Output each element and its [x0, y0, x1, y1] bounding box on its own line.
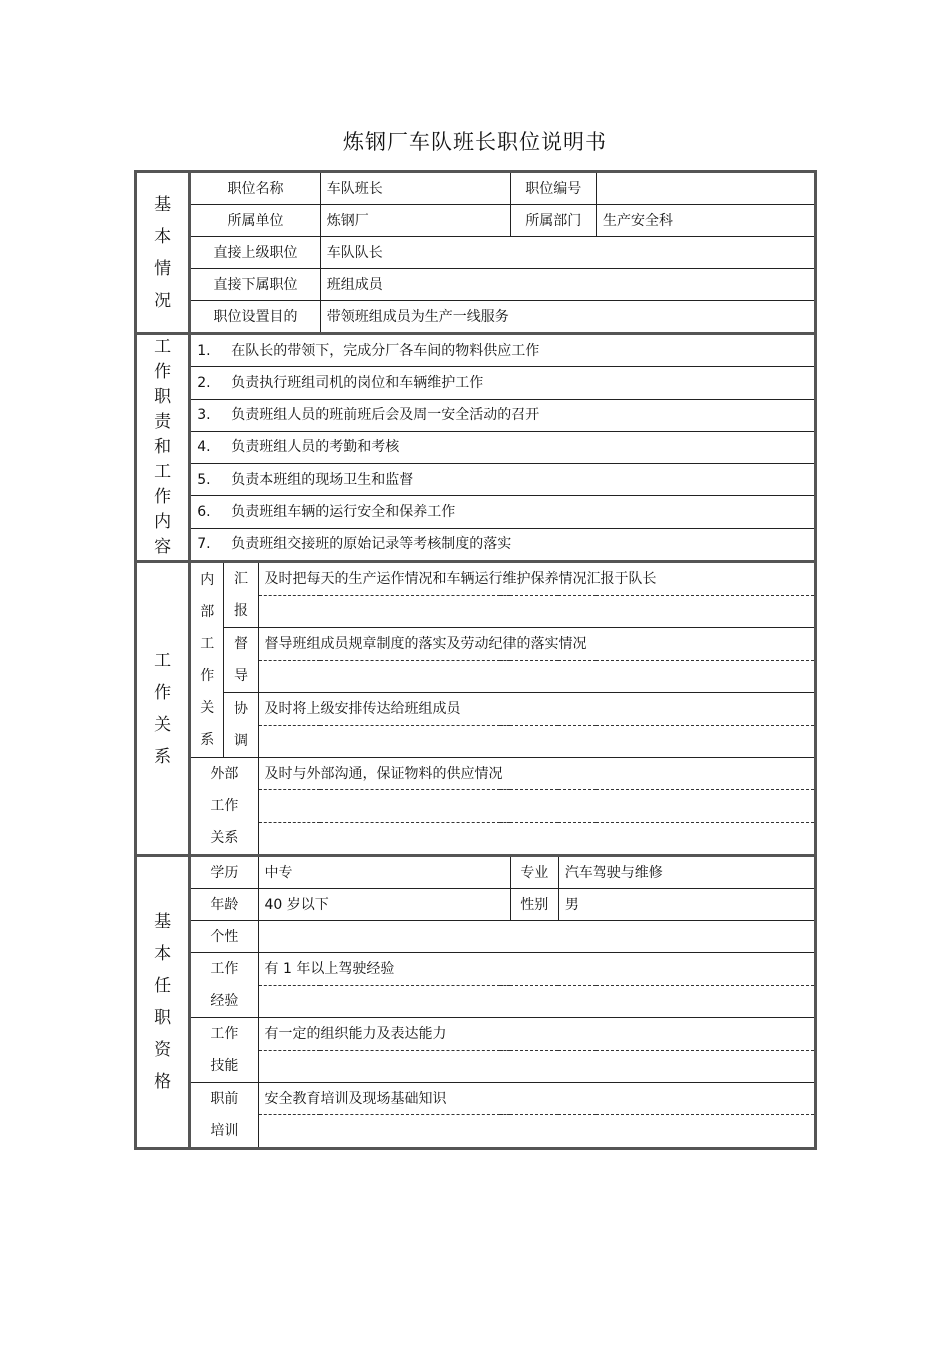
training-value: 安全教育培训及现场基础知识 [258, 1083, 815, 1115]
row-subordinate [136, 269, 816, 301]
dept-label: 所属部门 [510, 205, 596, 237]
duty-number: 4. [197, 439, 211, 456]
gender-label: 性别 [510, 889, 558, 921]
supervise-blank-line [258, 660, 815, 693]
section-basic-info: 基本情况 [136, 172, 190, 334]
training-label: 职前 培训 [190, 1083, 258, 1149]
page-title: 炼钢厂车队班长职位说明书 [343, 130, 607, 154]
duty-text: 负责班组人员的考勤和考核 [231, 439, 400, 456]
major-value: 汽车驾驶与维修 [558, 856, 815, 889]
duty-text: 负责班组车辆的运行安全和保养工作 [231, 504, 456, 521]
skills-blank-line [258, 1050, 815, 1083]
skills-value: 有一定的组织能力及表达能力 [258, 1018, 815, 1051]
row-coordinate [136, 693, 816, 726]
duty-text: 在队长的带领下，完成分厂各车间的物料供应工作 [231, 342, 540, 359]
duty-item [190, 528, 816, 561]
gender-value: 男 [558, 889, 815, 921]
education-value: 中专 [258, 856, 510, 889]
duty-item [190, 399, 816, 431]
duty-number: 3. [197, 407, 211, 424]
duty-row [136, 431, 816, 463]
unit-value: 炼钢厂 [320, 205, 510, 237]
row-education [136, 856, 816, 889]
report-blank-line [258, 595, 815, 628]
duty-item [190, 431, 816, 463]
row-experience [136, 953, 816, 986]
duty-item [190, 367, 816, 399]
external-blank-line [258, 790, 815, 822]
training-blank-line [258, 1115, 815, 1149]
subordinate-label: 直接下属职位 [190, 269, 321, 301]
position-name-label: 职位名称 [190, 172, 321, 205]
dept-value: 生产安全科 [596, 205, 815, 237]
row-external [136, 758, 816, 790]
experience-value: 有 1 年以上驾驶经验 [258, 953, 815, 986]
row-skills [136, 1018, 816, 1051]
internal-relations-label: 内部工作关系 [190, 562, 224, 758]
coordinate-label: 协调 [224, 693, 258, 758]
section-duties: 工作职责和工作内容 [136, 334, 190, 562]
duty-text: 负责班组人员的班前班后会及周一安全活动的召开 [231, 407, 540, 424]
section-relations: 工作关系 [136, 562, 190, 856]
section-qualifications: 基本任职资格 [136, 856, 190, 1149]
subordinate-value: 班组成员 [320, 269, 815, 301]
row-superior [136, 237, 816, 269]
coordinate-value: 及时将上级安排传达给班组成员 [258, 693, 815, 726]
age-value: 40 岁以下 [258, 889, 510, 921]
duty-item [190, 496, 816, 528]
experience-label: 工作 经验 [190, 953, 258, 1018]
purpose-value: 带领班组成员为生产一线服务 [320, 301, 815, 334]
duty-text: 负责班组交接班的原始记录等考核制度的落实 [231, 536, 512, 553]
report-value: 及时把每天的生产运作情况和车辆运行维护保养情况汇报于队长 [258, 562, 815, 596]
duty-row [136, 334, 816, 367]
row-position-name [136, 172, 816, 205]
duty-text: 负责执行班组司机的岗位和车辆维护工作 [231, 374, 484, 391]
duty-number: 2. [197, 374, 211, 391]
duty-number: 1. [197, 342, 211, 359]
duty-row [136, 367, 816, 399]
row-personality [136, 921, 816, 953]
superior-label: 直接上级职位 [190, 237, 321, 269]
personality-label: 个性 [190, 921, 258, 953]
duty-row [136, 528, 816, 561]
coordinate-blank-line [258, 725, 815, 758]
row-age [136, 889, 816, 921]
duty-number: 7. [197, 536, 211, 553]
job-description-table [134, 170, 817, 1150]
row-unit [136, 205, 816, 237]
duty-number: 6. [197, 504, 211, 521]
external-blank-line [258, 822, 815, 855]
duty-item [190, 464, 816, 496]
duty-number: 5. [197, 471, 211, 488]
supervise-label: 督导 [224, 628, 258, 693]
position-code-value [596, 172, 815, 205]
age-label: 年龄 [190, 889, 258, 921]
duty-item [190, 334, 816, 367]
superior-value: 车队队长 [320, 237, 815, 269]
education-label: 学历 [190, 856, 258, 889]
duty-row [136, 464, 816, 496]
experience-blank-line [258, 985, 815, 1018]
duty-row [136, 496, 816, 528]
external-value: 及时与外部沟通，保证物料的供应情况 [258, 758, 815, 790]
row-purpose [136, 301, 816, 334]
row-supervise [136, 628, 816, 661]
position-name-value: 车队班长 [320, 172, 510, 205]
row-training [136, 1083, 816, 1115]
personality-value [258, 921, 815, 953]
position-code-label: 职位编号 [510, 172, 596, 205]
duty-row [136, 399, 816, 431]
supervise-value: 督导班组成员规章制度的落实及劳动纪律的落实情况 [258, 628, 815, 661]
major-label: 专业 [510, 856, 558, 889]
row-report [136, 562, 816, 596]
external-relations-label: 外部 工作 关系 [190, 758, 258, 856]
report-label: 汇报 [224, 562, 258, 628]
unit-label: 所属单位 [190, 205, 321, 237]
duty-text: 负责本班组的现场卫生和监督 [231, 471, 414, 488]
purpose-label: 职位设置目的 [190, 301, 321, 334]
skills-label: 工作 技能 [190, 1018, 258, 1083]
